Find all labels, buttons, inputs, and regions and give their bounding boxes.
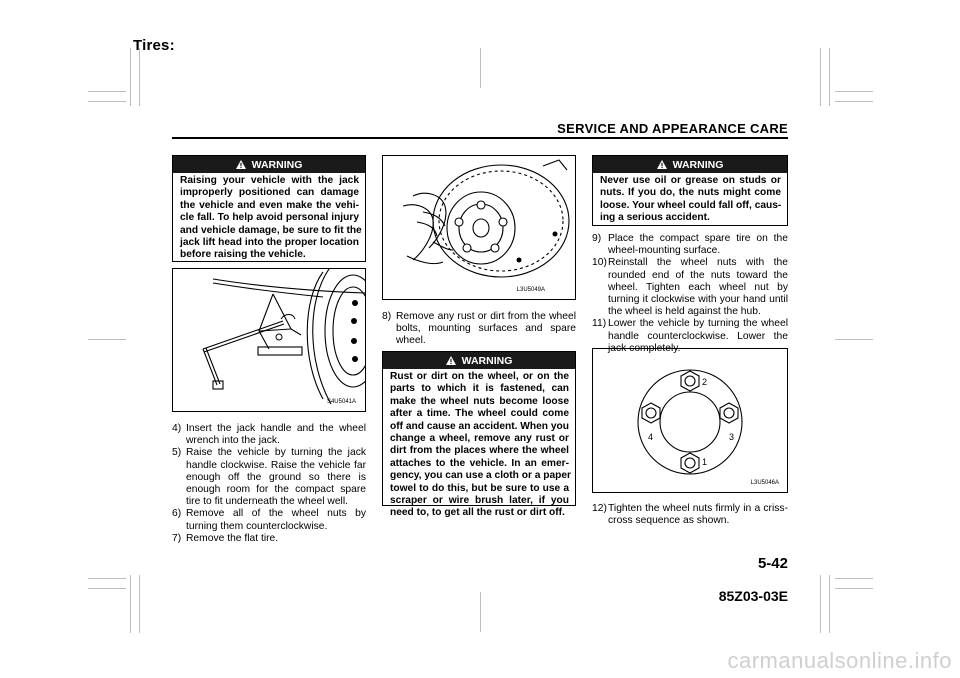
- step-text: Insert the jack handle and the wheel wrench into the jack.: [186, 423, 366, 447]
- step-item: [172, 423, 366, 447]
- step-list: [592, 503, 788, 527]
- crop-mark: [480, 592, 481, 632]
- crop-mark: [88, 578, 126, 579]
- crop-mark: [139, 48, 140, 106]
- warning-line: improperly positioned can damage: [180, 187, 359, 199]
- warning-title: WARNING: [672, 158, 724, 171]
- nut-label-4: 4: [648, 432, 654, 442]
- crop-mark: [139, 575, 140, 633]
- figure-jack: [172, 268, 366, 412]
- warning-line: make the wheel nuts become loose: [390, 395, 569, 407]
- warning-line: jack lift head into the proper location: [180, 236, 359, 248]
- nut-sequence-illustration: [593, 349, 787, 492]
- warning-line: towel to do this, but be sure to use a: [390, 482, 569, 494]
- step-text: Raise the vehicle by turning the jack handle clockwise. Raise the vehicle far enough off the ground so there is enough room for the compact spare tire to fit underneath the wheel well.: [186, 447, 366, 508]
- nut-label-1: 1: [702, 457, 708, 467]
- warning-line: ing a serious accident.: [600, 212, 710, 224]
- figure-code: L3U5049A: [516, 287, 545, 293]
- figure-hub: [382, 155, 576, 300]
- step-item: [592, 233, 788, 257]
- step-item: [382, 311, 576, 348]
- warning-icon: [236, 160, 246, 169]
- nut-label-3: 3: [729, 432, 735, 442]
- warning-line: attaches to the vehicle. In an emer-: [390, 457, 569, 469]
- crop-mark: [88, 588, 126, 589]
- warning-line: Never use oil or grease on studs or: [600, 175, 781, 186]
- crop-mark: [480, 48, 481, 88]
- warning-text: [180, 175, 362, 262]
- step-item: [172, 533, 366, 545]
- warning-box-oil: [592, 155, 788, 226]
- crop-mark: [835, 588, 873, 589]
- crop-mark: [88, 91, 126, 92]
- warning-line: need to, to get all the rust or dirt off.: [390, 507, 565, 519]
- page-header: SERVICE AND APPEARANCE CARE: [557, 121, 788, 136]
- warning-text: [600, 175, 781, 225]
- warning-line: after a time. The wheel could come: [390, 408, 569, 420]
- warning-box-jack: [172, 155, 366, 262]
- crop-mark: [835, 101, 873, 102]
- warning-box-rust: [382, 351, 576, 519]
- crop-mark: [88, 339, 126, 340]
- step-number: 8): [382, 311, 392, 322]
- crop-mark: [820, 48, 821, 106]
- step-number: 12): [592, 503, 607, 514]
- step-text: Remove the flat tire.: [186, 532, 279, 544]
- step-text: Remove any rust or dirt from the wheel bolts, mounting surfaces and spare wheel.: [396, 311, 576, 347]
- watermark: carmanualsonline.info: [727, 648, 952, 673]
- step-text: Reinstall the wheel nuts with the rounded end of the nuts toward the wheel. Tighten each wheel nut by turning it clockwise with your hand until the wheel is held against the hub.: [608, 257, 788, 318]
- step-list: [172, 423, 366, 545]
- warning-header: [383, 352, 575, 369]
- warning-header: [173, 156, 365, 173]
- step-item: [172, 447, 366, 508]
- step-text: Place the compact spare tire on the wheel-mounting surface.: [608, 233, 788, 257]
- warning-title: WARNING: [251, 158, 303, 171]
- warning-line: gency, you can use a cloth or a paper: [390, 470, 571, 482]
- warning-icon: [657, 160, 667, 169]
- hub-illustration: [383, 156, 575, 299]
- crop-mark: [835, 339, 873, 340]
- step-number: 11): [592, 318, 607, 330]
- warning-line: Rust or dirt on the wheel, or on the: [390, 371, 569, 382]
- section-tag: Tires:: [133, 37, 175, 54]
- warning-line: the vehicle and even make the vehi-: [180, 199, 359, 211]
- step-number: 9): [592, 233, 602, 244]
- warning-header: [593, 156, 787, 173]
- nut-label-2: 2: [702, 377, 708, 387]
- warning-line: nuts. If you do, the nuts might come: [600, 187, 781, 199]
- step-item: [592, 503, 788, 527]
- warning-line: and vehicle damage, be sure to fit the: [180, 224, 362, 236]
- step-text: Remove all of the wheel nuts by turning them counterclockwise.: [186, 508, 366, 532]
- step-number: 5): [172, 447, 182, 459]
- step-number: 7): [172, 532, 182, 544]
- document-code: 85Z03-03E: [718, 588, 788, 604]
- warning-line: change a wheel, remove any rust or: [390, 432, 569, 444]
- warning-line: parts to which it is fastened, can: [390, 383, 569, 395]
- step-number: 4): [172, 423, 182, 434]
- crop-mark: [88, 101, 126, 102]
- header-rule: [172, 137, 788, 139]
- crop-mark: [835, 91, 873, 92]
- step-list: [382, 311, 576, 348]
- warning-text: [390, 371, 569, 520]
- step-item: [592, 257, 788, 318]
- warning-line: Raising your vehicle with the jack: [180, 175, 359, 186]
- warning-line: off and cause an accident. When you: [390, 420, 569, 432]
- crop-mark: [829, 575, 830, 633]
- crop-mark: [820, 575, 821, 633]
- step-item: [172, 508, 366, 532]
- jack-illustration: [173, 269, 365, 411]
- warning-line: dirt from the places where the wheel: [390, 445, 569, 457]
- crop-mark: [130, 48, 131, 106]
- page-number: 5-42: [757, 555, 788, 572]
- warning-title: WARNING: [461, 354, 513, 367]
- crop-mark: [130, 575, 131, 633]
- warning-line: before raising the vehicle.: [180, 249, 306, 261]
- crop-mark: [829, 48, 830, 106]
- step-number: 10): [592, 257, 607, 269]
- figure-code: L3U5046A: [750, 480, 779, 486]
- warning-line: loose. Your wheel could fall off, caus-: [600, 199, 782, 211]
- warning-icon: [446, 356, 456, 365]
- figure-nut-sequence: [592, 348, 788, 493]
- warning-line: cle fall. To help avoid personal injury: [180, 212, 359, 224]
- warning-line: scraper or wire brush later, if you: [390, 494, 569, 506]
- crop-mark: [835, 578, 873, 579]
- step-text: Lower the vehicle by turning the wheel handle counterclockwise. Lower the jack completely.: [608, 318, 788, 354]
- step-list: [592, 233, 788, 355]
- step-text: Tighten the wheel nuts firmly in a criss-cross sequence as shown.: [608, 503, 788, 527]
- step-number: 6): [172, 508, 182, 520]
- figure-code: S4U5041A: [326, 399, 356, 405]
